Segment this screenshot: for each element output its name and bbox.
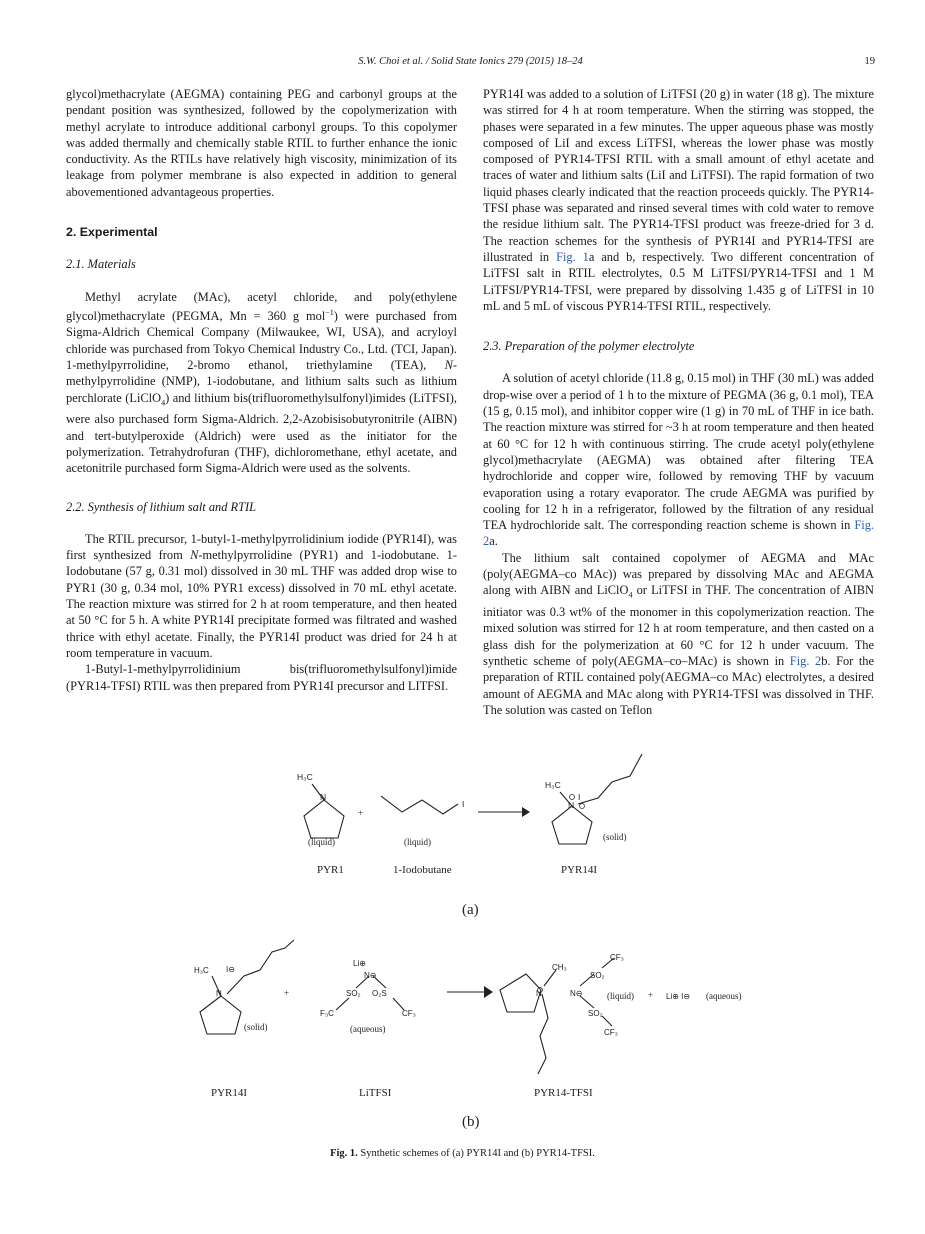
tfsi-cf3-lower: CF₃ bbox=[604, 1028, 618, 1037]
pyr14i-name-b: PYR14I bbox=[211, 1087, 248, 1099]
pyr14i-ring-b bbox=[200, 996, 241, 1034]
pyr14i-b-h3c: H₃C bbox=[194, 966, 209, 975]
plus-a: + bbox=[358, 808, 364, 818]
tfsi-bond-cf3-down bbox=[602, 1016, 612, 1026]
tfsi-cf3-upper: CF₃ bbox=[610, 953, 624, 962]
panel-label-b: (b) bbox=[462, 1114, 480, 1130]
subsection-heading-synthesis: 2.2. Synthesis of lithium salt and RTIL bbox=[66, 499, 256, 514]
running-title: S.W. Choi et al. / Solid State Ionics 279 (2015) 18–24 bbox=[358, 56, 583, 67]
anion-charge-icon-a bbox=[580, 804, 585, 809]
pyr1-h3c: H₃C bbox=[297, 772, 313, 782]
plus-b2: + bbox=[648, 990, 654, 1000]
materials-subscript: 4 bbox=[161, 398, 166, 408]
liquid-label-1: (liquid) bbox=[308, 837, 335, 847]
pyr14i-b-butyl-chain bbox=[227, 940, 294, 994]
pyr14i-ring bbox=[552, 806, 592, 844]
left-column bbox=[66, 86, 457, 694]
continuation-paragraph bbox=[483, 86, 874, 314]
pyr14tfsi-ring bbox=[500, 974, 541, 1012]
copolymer-subscript: 4 bbox=[628, 590, 633, 600]
pyr14i-name-a: PYR14I bbox=[561, 864, 598, 876]
copolymer-text-a: The lithium salt contained copolymer of AEGMA and MAc (poly(AEGMA–co MAc)) was prepared by dissolving MAc and AEGMA along with AIBN and LiClO bbox=[483, 550, 874, 598]
materials-italic-n: N bbox=[444, 357, 453, 372]
subsection-heading-materials: 2.1. Materials bbox=[66, 257, 136, 272]
solid-label-b: (solid) bbox=[244, 1022, 268, 1032]
tfsi-n-minus: N⊖ bbox=[570, 989, 583, 998]
litfsi-f3c: F₃C bbox=[320, 1009, 334, 1018]
copolymer-text-b: or LiTFSI in THF. The concentration of AIBN initiator was 0.3 wt% of the monomer in this copolymerization reaction. The mixed solution was stirred for 12 h at room temperature, and then casted on a glass dish for the polymerization at 60 °C for 12 h under vacuum. The synthetic scheme of poly(AEGMA–co–MAc) is shown in bbox=[483, 583, 874, 668]
preparation-text-b: a. bbox=[489, 534, 498, 549]
pyr14i-b-n: N bbox=[216, 989, 222, 998]
caption-text: Synthetic schemes of (a) PYR14I and (b) PYR14-TFSI. bbox=[357, 1148, 595, 1159]
litfsi-cf3: CF₃ bbox=[402, 1009, 416, 1018]
tfsi-so2-upper: SO₂ bbox=[590, 971, 605, 980]
litfsi-bond-3 bbox=[336, 998, 349, 1010]
aqueous-label-2: (aqueous) bbox=[706, 991, 742, 1001]
materials-superscript: −1 bbox=[325, 307, 334, 317]
pyr14i-butyl-chain bbox=[578, 754, 642, 804]
materials-text-d: ) and lithium bis(trifluoromethylsulfonyl)imides (LiTFSI), were also purchased form Sigma-Aldrich. 2,2-Azobisisobutyronitrile (AIBN) and tert-butylperoxide (Aldrich) were used as the initiator for the polymerization. Tetrahydrofuran (THF), dichloromethane, ethyl acetate, and acetonitrile purchased form Sigma-Aldrich were used as the solvents. bbox=[66, 390, 457, 476]
panel-label-a: (a) bbox=[462, 902, 479, 918]
tfsi-paragraph: 1-Butyl-1-methylpyrrolidinium bis(trifluoromethylsulfonyl)imide (PYR14-TFSI) RTIL was then prepared from PYR14I precursor and LITFSI. bbox=[66, 662, 457, 693]
iodobutane-chain bbox=[381, 796, 458, 814]
pyr1-name: PYR1 bbox=[317, 864, 344, 876]
pyr1-ring bbox=[304, 800, 344, 838]
subsection-heading-preparation: 2.3. Preparation of the polymer electrolyte bbox=[483, 339, 695, 354]
right-column bbox=[483, 86, 874, 718]
copolymer-text-c: b. For the preparation of RTIL contained poly(AEGMA–co MAc) electrolytes, a desired amount of AEGMA and MAc along with PYR14-TFSI was dissolved in THF. The solution was casted on Teflon bbox=[483, 653, 875, 717]
pyr14tfsi-butyl-chain bbox=[538, 994, 548, 1074]
pyr14tfsi-name: PYR14-TFSI bbox=[534, 1087, 593, 1099]
lii-product: Li⊕ I⊖ bbox=[666, 992, 691, 1001]
caption-label: Fig. 1. bbox=[330, 1148, 358, 1159]
iodobutane-i: I bbox=[462, 799, 465, 809]
litfsi-name: LiTFSI bbox=[359, 1087, 392, 1099]
figure-caption bbox=[0, 1148, 925, 1159]
solid-label-a: (solid) bbox=[603, 832, 627, 842]
liquid-label-2: (liquid) bbox=[404, 837, 431, 847]
pyr14i-n: N bbox=[568, 800, 575, 810]
reaction-scheme-figure bbox=[0, 740, 925, 1160]
litfsi-o2s: O₂S bbox=[372, 989, 387, 998]
tfsi-so2-lower: SO₂ bbox=[588, 1009, 603, 1018]
fig2-link-a[interactable]: Fig. 2 bbox=[483, 518, 874, 549]
preparation-paragraph bbox=[483, 370, 874, 549]
litfsi-li-plus: Li⊕ bbox=[353, 959, 366, 968]
scheme-b-bonds bbox=[200, 940, 614, 1074]
scheme-a-bonds bbox=[304, 754, 642, 844]
page-number: 19 bbox=[864, 56, 875, 67]
synthesis-text-b: -methylpyrrolidine (PYR1) and 1-iodobutane. 1-Iodobutane (57 g, 0.31 mol) dissolved in 30 mL THF was added drop wise to PYR1 (30 g, 0.34 mol, 10% PYR1 excess) dissolved in 70 mL ethyl acetate. The reaction mixture was stirred for 2 h at room temperature, and then heated at 50 °C for 5 h. A white PYR14I precipitate formed was filtrated and washed thrice with ethyl acetate. Finally, the PYR14I product was dried for 24 h at room temperature in vacuum. bbox=[66, 548, 457, 660]
materials-paragraph bbox=[66, 289, 457, 477]
materials-text-b: ) were purchased from Sigma-Aldrich Chemical Company (Milwaukee, WI, USA), and acryloyl chloride was purchased from Tokyo Chemical Industry Co., Ltd. (TCI, Japan). 1-methylpyrrolidine, 2-bromo ethanol, triethylamine (TEA), bbox=[66, 309, 457, 372]
continuation-text-a: PYR14I was added to a solution of LiTFSI (20 g) in water (18 g). The mixture was stirred for 4 h at room temperature. When the stirring was stopped, the phases were separated in a few minutes. The upper aqueous phase was mostly composed of LiI and excess LiTFSI, whereas the lower phase was mostly composed of PYR14-TFSI RTIL with a small amount of ethyl acetate and traces of water and lithium salts (LiI and LiTFSI). The rapid formation of two liquid phases clearly indicated that the reaction proceeds quickly. The PYR14-TFSI phase was separated and rinsed several times with cold water to remove the residue lithium salt. The PYR14-TFSI product was freeze-dried for 3 d. The reaction schemes for the synthesis of PYR14I and PYR14-TFSI are illustrated in bbox=[483, 87, 874, 264]
pyr14tfsi-methyl-bond bbox=[544, 970, 556, 986]
pyr14tfsi-n: N bbox=[536, 989, 542, 998]
materials-text-a: Methyl acrylate (MAc), acetyl chloride, and poly(ethylene glycol)methacrylate (PEGMA, Mn = 360 g mol bbox=[66, 289, 457, 324]
liquid-label-b: (liquid) bbox=[607, 991, 634, 1001]
section-heading-experimental: 2. Experimental bbox=[66, 225, 158, 240]
arrow-b-head bbox=[484, 986, 493, 998]
materials-text-c: -methylpyrrolidine (NMP), 1-iodobutane, and lithium salts such as lithium perchlorate (LiClO bbox=[66, 357, 457, 405]
cation-charge-icon-a bbox=[570, 795, 575, 800]
litfsi-so2: SO₂ bbox=[346, 989, 361, 998]
running-header bbox=[66, 56, 875, 72]
preparation-text-a: A solution of acetyl chloride (11.8 g, 0.15 mol) in THF (30 mL) was added drop-wise over a period of 1 h to the mixture of PEGMA (36 g, 0.1 mol), TEA (15 g, 0.15 mol), and inhibitor copper wire (1 g) in 70 mL of THF in ice bath. The reaction mixture was stirred for ~3 h at room temperature and then heated at 60 °C for 12 h with continuous stirring. The crude acetyl poly(ethylene glycol)methacrylate (AEGMA) was obtained after filtering TEA hydrochloride and copper wire, followed by removing THF by vacuum evaporation using a rotary evaporator. The crude AEGMA was purified by cooling for 12 h in a refrigerator, followed by the filtration of any residual TEA hydrochloride salt. The corresponding reaction scheme is shown in bbox=[483, 371, 874, 533]
intro-paragraph: glycol)methacrylate (AEGMA) containing PEG and carbonyl groups at the pendant position was synthesized, followed by the copolymerization with methyl acrylate to introduce additional carbonyl groups. To this copolymer was added thermally and chemically stable RTIL to further enhance the ionic conductivity. As the RTILs have relatively high viscosity, minimization of its leakage from polymer membrane is also expected in addition to general abovementioned advantageous properties. bbox=[66, 87, 457, 199]
synthesis-italic-n: N bbox=[190, 548, 199, 563]
pyr14tfsi-ch3: CH₃ bbox=[552, 963, 567, 972]
pyr1-n: N bbox=[320, 792, 327, 802]
figure-1 bbox=[0, 740, 925, 1160]
iodobutane-name: 1-Iodobutane bbox=[393, 864, 452, 876]
aqueous-label-1: (aqueous) bbox=[350, 1024, 386, 1034]
arrow-a-head bbox=[522, 807, 530, 817]
synthesis-paragraph bbox=[66, 531, 457, 661]
pyr14i-i: I bbox=[578, 792, 581, 802]
plus-b1: + bbox=[284, 988, 290, 998]
litfsi-n-minus: N⊖ bbox=[364, 971, 377, 980]
fig1-link[interactable]: Fig. 1 bbox=[556, 249, 589, 264]
fig2-link-b[interactable]: Fig. 2 bbox=[789, 653, 822, 668]
pyr14i-h3c: H₃C bbox=[545, 780, 561, 790]
copolymer-paragraph bbox=[483, 550, 874, 718]
pyr14i-b-i-minus: I⊖ bbox=[226, 965, 235, 974]
synthesis-text-a: The RTIL precursor, 1-butyl-1-methylpyrrolidinium iodide (PYR14I), was first synthesized from bbox=[66, 531, 457, 563]
continuation-text-b: a and b, respectively. Two different concentration of LiTFSI salt in RTIL electrolytes, 0.5 M LiTFSI/PYR14-TFSI and 1 M LiTFSI/PYR14-TFSI, were prepared by dissolving 1.435 g of LiTFSI in 10 mL and 5 mL of viscous PYR14-TFSI RTIL, respectively. bbox=[483, 249, 874, 313]
